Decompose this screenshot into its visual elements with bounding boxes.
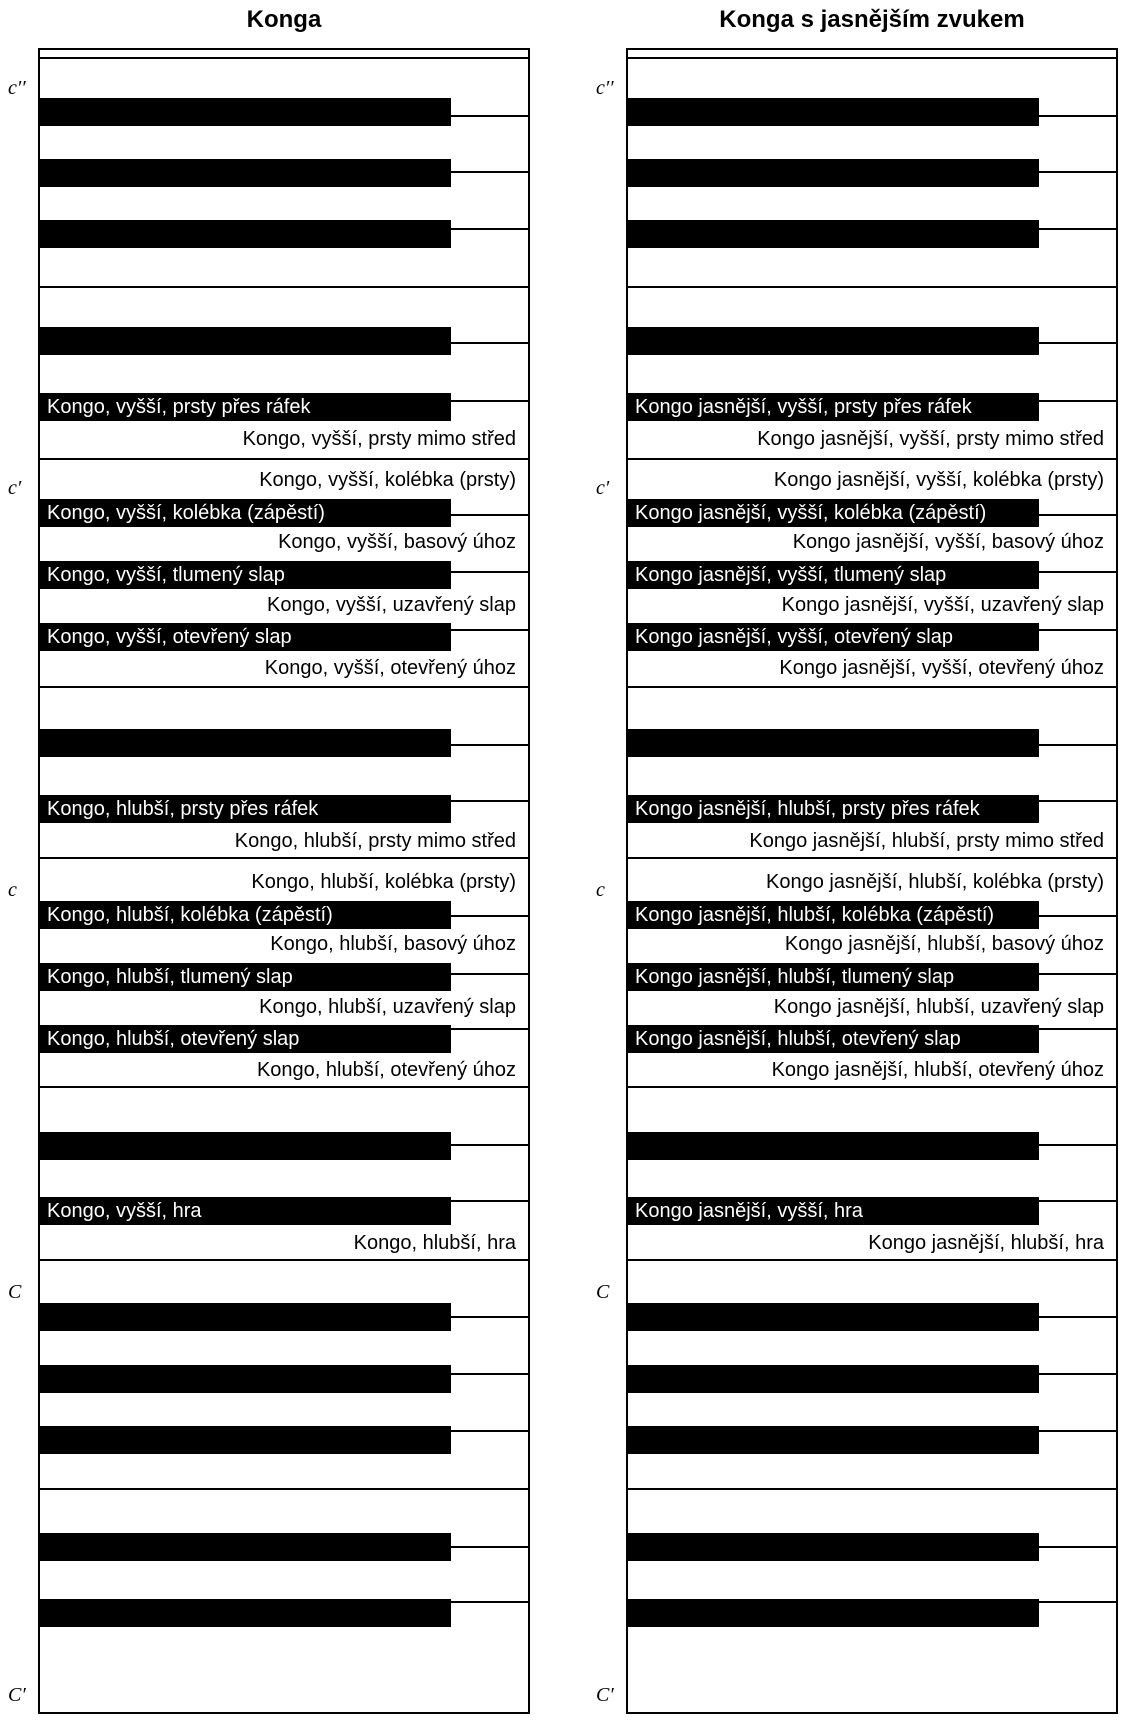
black-key (628, 98, 1039, 126)
white-key-label-w1: Kongo jasnější, vyšší, prsty mimo střed (757, 428, 1104, 450)
white-key-label-w3: Kongo, vyšší, basový úhoz (278, 531, 516, 553)
octave-label: c′ (596, 477, 610, 499)
white-key-divider (40, 1259, 528, 1261)
white-key-label-w10: Kongo jasnější, hlubší, otevřený úhoz (771, 1059, 1104, 1081)
black-key (628, 729, 1039, 757)
white-key-label-w11: Kongo, hlubší, hra (353, 1232, 516, 1254)
black-key-b4: Kongo, vyšší, otevřený slap (40, 623, 451, 651)
white-key-divider (628, 1086, 1116, 1088)
black-key-b4: Kongo jasnější, vyšší, otevřený slap (628, 623, 1039, 651)
white-key-divider (628, 1259, 1116, 1261)
white-key-divider (628, 1488, 1116, 1490)
white-key-divider (40, 1488, 528, 1490)
black-key-b3: Kongo jasnější, vyšší, tlumený slap (628, 561, 1039, 589)
white-key-label-w6: Kongo jasnější, hlubší, prsty mimo střed (749, 830, 1104, 852)
black-key-b2: Kongo jasnější, vyšší, kolébka (zápěstí) (628, 499, 1039, 527)
white-key-label-w1: Kongo, vyšší, prsty mimo střed (242, 428, 516, 450)
octave-label: c′′ (596, 77, 614, 99)
octave-label: C′ (596, 1684, 614, 1706)
black-key (40, 159, 451, 187)
white-key-divider (628, 286, 1116, 288)
black-key (628, 1533, 1039, 1561)
white-key-label-w11: Kongo jasnější, hlubší, hra (868, 1232, 1104, 1254)
octave-label: c′ (8, 477, 22, 499)
black-key-b9: Kongo jasnější, vyšší, hra (628, 1197, 1039, 1225)
white-key-divider (40, 857, 528, 859)
black-key (40, 1533, 451, 1561)
black-key (628, 159, 1039, 187)
black-key (40, 729, 451, 757)
black-key-b9: Kongo, vyšší, hra (40, 1197, 451, 1225)
black-key (628, 1599, 1039, 1627)
white-key-label-w2: Kongo jasnější, vyšší, kolébka (prsty) (773, 469, 1104, 491)
white-key-label-w9: Kongo, hlubší, uzavřený slap (259, 996, 516, 1018)
white-key-label-w5: Kongo, vyšší, otevřený úhoz (264, 657, 516, 679)
black-key-b5: Kongo jasnější, hlubší, prsty přes ráfek (628, 795, 1039, 823)
octave-label: c (8, 879, 17, 901)
panel-title-konga-jasnejsi: Konga s jasnějším zvukem (719, 6, 1025, 33)
black-key (40, 327, 451, 355)
white-key-divider (40, 57, 528, 59)
black-key (628, 1426, 1039, 1454)
keyboard-konga (38, 48, 530, 1714)
white-key-label-w8: Kongo jasnější, hlubší, basový úhoz (784, 933, 1104, 955)
white-key-divider (40, 1086, 528, 1088)
black-key (40, 1599, 451, 1627)
black-key (628, 327, 1039, 355)
black-key-b7: Kongo jasnější, hlubší, tlumený slap (628, 963, 1039, 991)
black-key-b2: Kongo, vyšší, kolébka (zápěstí) (40, 499, 451, 527)
white-key-divider (628, 57, 1116, 59)
black-key (628, 220, 1039, 248)
white-key-divider (40, 686, 528, 688)
black-key (628, 1132, 1039, 1160)
white-key-label-w4: Kongo jasnější, vyšší, uzavřený slap (781, 594, 1104, 616)
black-key (40, 98, 451, 126)
black-key-b7: Kongo, hlubší, tlumený slap (40, 963, 451, 991)
octave-label: c′′ (8, 77, 26, 99)
white-key-label-w7: Kongo jasnější, hlubší, kolébka (prsty) (766, 871, 1104, 893)
white-key-label-w9: Kongo jasnější, hlubší, uzavřený slap (773, 996, 1104, 1018)
black-key (40, 1426, 451, 1454)
white-key-label-w8: Kongo, hlubší, basový úhoz (270, 933, 516, 955)
octave-label: C (8, 1281, 22, 1303)
octave-label: C′ (8, 1684, 26, 1706)
octave-label: c (596, 879, 605, 901)
black-key-b6: Kongo jasnější, hlubší, kolébka (zápěstí) (628, 901, 1039, 929)
white-key-label-w5: Kongo jasnější, vyšší, otevřený úhoz (779, 657, 1104, 679)
black-key (628, 1365, 1039, 1393)
white-key-divider (40, 458, 528, 460)
keyboard-konga-jasnejsi (626, 48, 1118, 1714)
white-key-divider (628, 458, 1116, 460)
black-key-b1: Kongo jasnější, vyšší, prsty přes ráfek (628, 393, 1039, 421)
black-key (40, 1303, 451, 1331)
white-key-label-w10: Kongo, hlubší, otevřený úhoz (256, 1059, 516, 1081)
white-key-label-w2: Kongo, vyšší, kolébka (prsty) (259, 469, 516, 491)
black-key (628, 1303, 1039, 1331)
black-key (40, 1365, 451, 1393)
black-key-b1: Kongo, vyšší, prsty přes ráfek (40, 393, 451, 421)
white-key-divider (40, 286, 528, 288)
white-key-label-w6: Kongo, hlubší, prsty mimo střed (234, 830, 516, 852)
black-key-b8: Kongo, hlubší, otevřený slap (40, 1025, 451, 1053)
black-key (40, 220, 451, 248)
black-key (40, 1132, 451, 1160)
black-key-b8: Kongo jasnější, hlubší, otevřený slap (628, 1025, 1039, 1053)
white-key-label-w7: Kongo, hlubší, kolébka (prsty) (251, 871, 516, 893)
black-key-b5: Kongo, hlubší, prsty přes ráfek (40, 795, 451, 823)
octave-label: C (596, 1281, 610, 1303)
white-key-divider (628, 686, 1116, 688)
white-key-label-w4: Kongo, vyšší, uzavřený slap (266, 594, 516, 616)
black-key-b3: Kongo, vyšší, tlumený slap (40, 561, 451, 589)
white-key-divider (628, 857, 1116, 859)
white-key-label-w3: Kongo jasnější, vyšší, basový úhoz (792, 531, 1104, 553)
panel-title-konga: Konga (246, 6, 322, 33)
black-key-b6: Kongo, hlubší, kolébka (zápěstí) (40, 901, 451, 929)
